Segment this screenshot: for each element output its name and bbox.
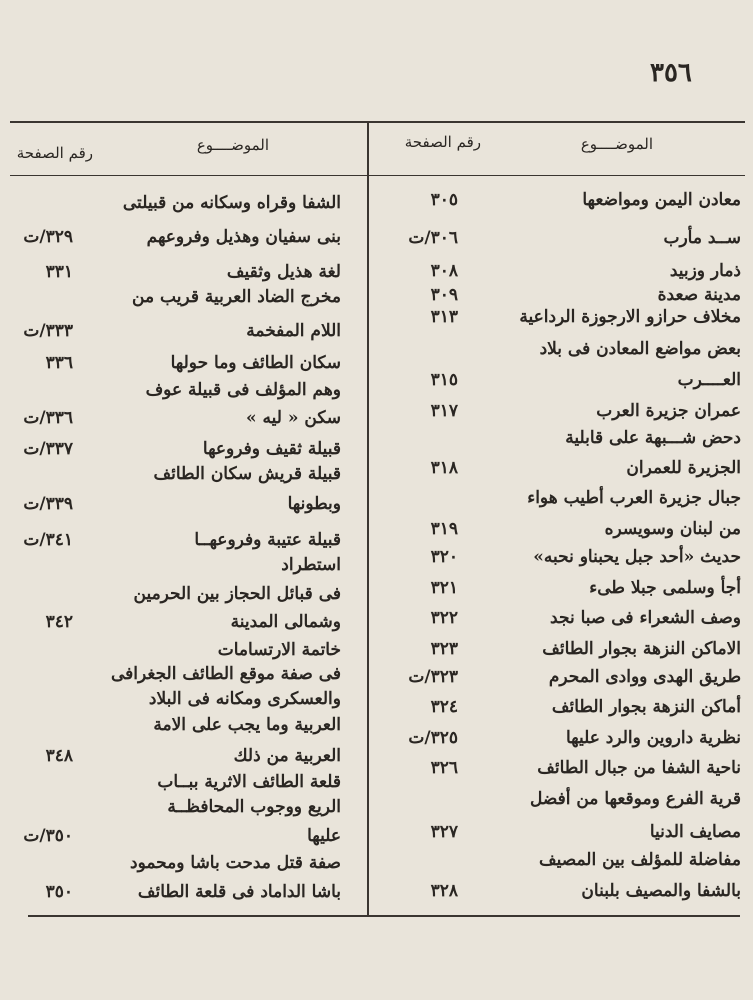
- right-entry-page: ٣٠٩: [430, 285, 458, 305]
- left-entry-text: لغة هذيل وثقيف: [226, 262, 341, 282]
- right-entry-page: ٣٢٧: [430, 822, 458, 842]
- right-entry-page: ٣٢٤: [430, 697, 458, 717]
- right-entry-text: مفاضلة للمؤلف بين المصيف: [538, 850, 741, 870]
- right-entry-text: وصف الشعراء فى صبا نجد: [550, 608, 741, 628]
- left-entry-page: ٣٥٠: [45, 882, 73, 902]
- page-number: ٣٥٦: [650, 58, 692, 88]
- left-entry-text: وهم المؤلف فى قبيلة عوف: [145, 380, 341, 400]
- right-entry-page: ٣٢٥/ت: [408, 728, 458, 748]
- left-entry-text: سكن « ليه »: [245, 408, 341, 428]
- right-entry-text: مخلاف حرازو الارجوزة الرداعية: [519, 307, 741, 327]
- right-entry-page: ٣٢٣/ت: [408, 667, 458, 687]
- right-entry-text: الاماكن النزهة بجوار الطائف: [542, 639, 741, 659]
- right-entry-text: دحض شـــبهة على قابلية: [565, 428, 741, 448]
- right-entry-text: نظرية داروين والرد عليها: [565, 728, 741, 748]
- left-entry-text: قبيلة عتيبة وفروعهــا: [194, 530, 341, 550]
- right-entry-text: بالشفا والمصيف بلبنان: [581, 881, 741, 901]
- left-entry-text: الريع ووجوب المحافظــة: [167, 797, 341, 817]
- right-entry-page: ٣١٧: [430, 401, 458, 421]
- left-entry-text: وشمالى المدينة: [230, 612, 341, 632]
- left-entry-text: قلعة الطائف الاثرية ببــاب: [157, 772, 341, 792]
- right-entry-page: ٣٠٨: [430, 261, 458, 281]
- left-entry-text: والعسكرى ومكانه فى البلاد: [148, 689, 341, 709]
- right-entry-page: ٣١٣: [430, 307, 458, 327]
- left-entry-text: الشفا وقراه وسكانه من قبيلتى: [122, 193, 341, 213]
- right-entry-text: أجأ وسلمى جبلا طىء: [589, 578, 741, 598]
- right-entry-text: معادن اليمن ومواضعها: [582, 190, 741, 210]
- left-entry-page: ٣٥٠/ت: [23, 826, 73, 846]
- left-entry-text: عليها: [307, 826, 341, 846]
- left-entry-text: صفة قتل مدحت باشا ومحمود: [130, 853, 341, 873]
- right-entry-page: ٣٢٨: [430, 881, 458, 901]
- right-entry-text: جبال جزيرة العرب أطيب هواء: [527, 488, 741, 508]
- left-entry-text: استطراد: [281, 555, 341, 575]
- right-entry-page: ٣١٥: [430, 370, 458, 390]
- right-entry-text: طريق الهدى ووادى المحرم: [548, 667, 741, 687]
- left-entry-page: ٣٢٩/ت: [23, 227, 73, 247]
- right-subject-header: الموضــــوع: [580, 135, 653, 153]
- left-subject-header: الموضــــوع: [196, 136, 269, 154]
- left-entry-text: بنى سفيان وهذيل وفروعهم: [146, 227, 341, 247]
- right-page-header: رقم الصفحة: [404, 133, 481, 151]
- left-entry-page: ٣٤٢: [45, 612, 73, 632]
- left-entry-text: العربية وما يجب على الامة: [153, 715, 341, 735]
- left-entry-text: قبيلة قريش سكان الطائف: [153, 464, 341, 484]
- right-entry-text: الجزيرة للعمران: [626, 458, 741, 478]
- right-entry-text: ذمار وزبيد: [669, 261, 741, 281]
- top-rule: [10, 121, 745, 123]
- right-entry-text: أماكن النزهة بجوار الطائف: [551, 697, 741, 717]
- left-entry-page: ٣٤٨: [45, 746, 73, 766]
- header-rule: [10, 175, 745, 176]
- left-entry-page: ٣٣٩/ت: [23, 494, 73, 514]
- right-entry-text: بعض مواضع المعادن فى بلاد: [539, 339, 741, 359]
- left-entry-text: وبطونها: [287, 494, 341, 514]
- right-entry-page: ٣٠٥: [430, 190, 458, 210]
- left-entry-page: ٣٣٦: [45, 353, 73, 373]
- left-entry-page: ٣٣١: [45, 262, 73, 282]
- left-page-header: رقم الصفحة: [16, 144, 93, 162]
- right-entry-page: ٣٢٦: [430, 758, 458, 778]
- right-entry-text: مصايف الدنيا: [649, 822, 741, 842]
- right-entry-page: ٣٢٣: [430, 639, 458, 659]
- column-divider: [367, 121, 369, 917]
- left-entry-text: باشا الداماد فى قلعة الطائف: [137, 882, 341, 902]
- right-entry-page: ٣٢١: [430, 578, 458, 598]
- right-entry-page: ٣٢٢: [430, 608, 458, 628]
- right-entry-text: من لبنان وسويسره: [604, 519, 741, 539]
- left-entry-page: ٣٤١/ت: [23, 530, 73, 550]
- right-entry-page: ٣٠٦/ت: [408, 228, 458, 248]
- left-entry-text: خاتمة الارتسامات: [217, 640, 341, 660]
- left-entry-text: فى قبائل الحجاز بين الحرمين: [133, 584, 341, 604]
- right-entry-page: ٣١٨: [430, 458, 458, 478]
- right-entry-text: ناحية الشفا من جبال الطائف: [537, 758, 741, 778]
- left-entry-text: اللام المفخمة: [246, 321, 341, 341]
- right-entry-text: حديث «أحد جبل يحبناو نحبه»: [533, 547, 741, 567]
- right-entry-text: العــــرب: [677, 370, 741, 390]
- left-entry-page: ٣٣٧/ت: [23, 439, 73, 459]
- right-entry-text: مدينة صعدة: [657, 285, 741, 305]
- left-entry-text: قبيلة ثقيف وفروعها: [202, 439, 341, 459]
- left-entry-text: سكان الطائف وما حولها: [170, 353, 341, 373]
- right-entry-text: قرية الفرع وموقعها من أفضل: [529, 789, 741, 809]
- right-entry-page: ٣٢٠: [430, 547, 458, 567]
- bottom-rule: [28, 915, 740, 917]
- left-entry-page: ٣٣٦/ت: [23, 408, 73, 428]
- right-entry-text: عمران جزيرة العرب: [596, 401, 741, 421]
- left-entry-text: فى صفة موقع الطائف الجغرافى: [110, 664, 341, 684]
- right-entry-text: ســد مأرب: [663, 228, 741, 248]
- right-entry-page: ٣١٩: [430, 519, 458, 539]
- left-entry-page: ٣٣٣/ت: [23, 321, 73, 341]
- left-entry-text: العربية من ذلك: [233, 746, 341, 766]
- left-entry-text: مخرج الضاد العربية قريب من: [132, 287, 341, 307]
